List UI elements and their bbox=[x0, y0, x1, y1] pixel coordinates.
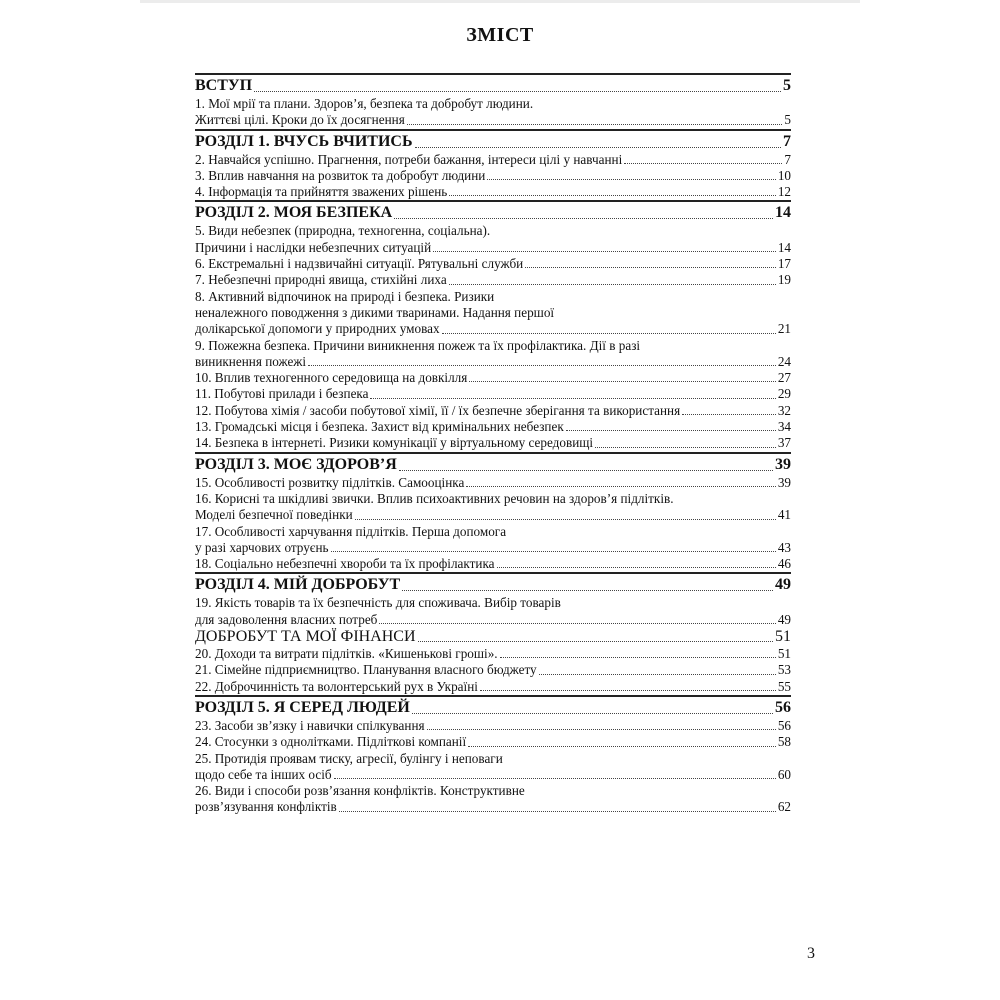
toc-entry-page: 5 bbox=[784, 112, 791, 128]
toc-entry-line[interactable] bbox=[195, 272, 791, 288]
section-heading-title: ВСТУП bbox=[195, 77, 253, 94]
toc-entry-line[interactable] bbox=[195, 184, 791, 200]
toc-entry-line[interactable] bbox=[195, 662, 791, 678]
toc-entry-text: 11. Побутові прилади і безпека bbox=[195, 386, 369, 402]
dot-leader bbox=[497, 567, 776, 568]
section-heading-page: 49 bbox=[775, 576, 791, 594]
section-heading-page: 39 bbox=[775, 455, 791, 473]
toc-entry-line[interactable] bbox=[195, 386, 791, 402]
toc-entry-line[interactable] bbox=[195, 595, 791, 611]
dot-leader bbox=[308, 365, 776, 366]
toc-entry-text: 7. Небезпечні природні явища, стихійні лиха bbox=[195, 272, 447, 288]
toc-section bbox=[195, 695, 791, 816]
toc-entry-line[interactable] bbox=[195, 767, 791, 783]
toc-entry-line[interactable] bbox=[195, 152, 791, 168]
toc-entry-line[interactable] bbox=[195, 751, 791, 767]
toc-entry-text: 17. Особливості харчування підлітків. Перша допомога bbox=[195, 523, 507, 539]
toc-entry-line[interactable] bbox=[195, 112, 791, 128]
dot-leader bbox=[595, 447, 776, 448]
toc-entry-page: 46 bbox=[777, 556, 791, 572]
toc-entry-page: 34 bbox=[777, 419, 791, 435]
toc-section bbox=[195, 129, 791, 201]
dot-leader bbox=[466, 486, 775, 487]
dot-leader bbox=[468, 746, 776, 747]
toc-entry-page: 55 bbox=[777, 678, 791, 694]
toc-entry-page: 39 bbox=[777, 474, 791, 490]
toc-entry-line[interactable] bbox=[195, 289, 791, 305]
toc-entry-text: неналежного поводження з дикими тваринами. Надання першої bbox=[195, 304, 555, 320]
dot-leader bbox=[412, 713, 773, 714]
section-heading-page: 14 bbox=[775, 204, 791, 222]
dot-leader bbox=[449, 284, 776, 285]
toc-entry-page: 43 bbox=[777, 539, 791, 555]
toc-entry-text: 1. Мої мрії та плани. Здоров’я, безпека та добробут людини. bbox=[195, 96, 534, 111]
dot-leader bbox=[566, 430, 776, 431]
toc-entry-line[interactable] bbox=[195, 403, 791, 419]
toc-entry-text: ДОБРОБУТ ТА МОЇ ФІНАНСИ bbox=[195, 628, 416, 646]
dot-leader bbox=[500, 657, 776, 658]
toc-entry-line[interactable] bbox=[195, 612, 791, 628]
toc-entry-line[interactable] bbox=[195, 435, 791, 451]
dot-leader bbox=[469, 381, 775, 382]
toc-entry-line[interactable] bbox=[195, 370, 791, 386]
toc-entry-text: 26. Види і способи розв’язання конфліктів. Конструктивне bbox=[195, 783, 525, 799]
toc-entry-line[interactable] bbox=[195, 168, 791, 184]
dot-leader bbox=[254, 91, 781, 92]
toc-entry-page: 17 bbox=[777, 256, 791, 272]
toc-entry-line[interactable] bbox=[195, 475, 791, 491]
toc-entry-text: 4. Інформація та прийняття зважених рішень bbox=[195, 184, 448, 200]
toc-entry-page: 51 bbox=[777, 646, 791, 662]
section-heading[interactable] bbox=[195, 698, 791, 718]
dot-leader bbox=[624, 163, 782, 164]
dot-leader bbox=[427, 729, 776, 730]
page-title: ЗМІСТ bbox=[466, 24, 534, 46]
toc-entry-line[interactable] bbox=[195, 338, 791, 354]
dot-leader bbox=[379, 623, 775, 624]
toc-entry-page: 37 bbox=[777, 435, 791, 451]
toc-entry-page: 62 bbox=[777, 799, 791, 815]
toc-entry-line[interactable] bbox=[195, 646, 791, 662]
toc-entry-text: 25. Протидія проявам тиску, агресії, булінгу і неповаги bbox=[195, 750, 503, 766]
toc-entry-text: 24. Стосунки з однолітками. Підліткові компанії bbox=[195, 734, 467, 750]
dot-leader bbox=[415, 147, 781, 148]
table-of-contents bbox=[195, 73, 791, 816]
dot-leader bbox=[433, 251, 776, 252]
toc-section bbox=[195, 200, 791, 451]
toc-entry-line[interactable] bbox=[195, 321, 791, 337]
toc-entry-line[interactable] bbox=[195, 734, 791, 750]
dot-leader bbox=[394, 218, 773, 219]
toc-entry-line[interactable] bbox=[195, 419, 791, 435]
dot-leader bbox=[418, 641, 773, 642]
dot-leader bbox=[487, 179, 775, 180]
toc-entry-line[interactable] bbox=[195, 556, 791, 572]
section-heading[interactable] bbox=[195, 76, 791, 96]
toc-entry-page: 24 bbox=[777, 353, 791, 369]
toc-entry-page: 41 bbox=[777, 507, 791, 523]
page-top-edge bbox=[140, 0, 860, 3]
dot-leader bbox=[682, 414, 776, 415]
page-number: 3 bbox=[807, 945, 815, 962]
dot-leader bbox=[370, 398, 775, 399]
toc-subheading[interactable] bbox=[195, 628, 791, 646]
toc-entry-line[interactable] bbox=[195, 783, 791, 799]
section-heading[interactable] bbox=[195, 203, 791, 223]
section-heading[interactable] bbox=[195, 132, 791, 152]
section-heading-title: РОЗДІЛ 1. ВЧУСЬ ВЧИТИСЬ bbox=[195, 132, 413, 150]
toc-entry-line[interactable] bbox=[195, 524, 791, 540]
toc-entry-page: 7 bbox=[784, 151, 791, 167]
dot-leader bbox=[339, 811, 776, 812]
dot-leader bbox=[334, 778, 776, 779]
toc-entry-line[interactable] bbox=[195, 256, 791, 272]
toc-entry-page: 53 bbox=[777, 662, 791, 678]
toc-section bbox=[195, 452, 791, 573]
toc-entry-page: 27 bbox=[777, 370, 791, 386]
toc-entry-line[interactable] bbox=[195, 540, 791, 556]
toc-section bbox=[195, 572, 791, 694]
toc-section bbox=[195, 73, 791, 129]
toc-entry-line[interactable] bbox=[195, 240, 791, 256]
toc-entry-text: 2. Навчайся успішно. Прагнення, потреби бажання, інтереси цілі у навчанні bbox=[195, 151, 623, 167]
toc-entry-line[interactable] bbox=[195, 718, 791, 734]
section-heading-page: 5 bbox=[783, 77, 791, 94]
toc-entry-page: 56 bbox=[777, 717, 791, 733]
toc-entry-text: Моделі безпечної поведінки bbox=[195, 507, 353, 523]
toc-entry-page: 58 bbox=[777, 734, 791, 750]
toc-entry-text: 8. Активний відпочинок на природі і безпека. Ризики bbox=[195, 288, 495, 304]
toc-entry-text: 20. Доходи та витрати підлітків. «Кишенькові гроші». bbox=[195, 646, 498, 662]
toc-entry-page: 60 bbox=[777, 766, 791, 782]
toc-entry-text: розв’язування конфліктів bbox=[195, 799, 337, 815]
toc-entry-text: 3. Вплив навчання на розвиток та добробут людини bbox=[195, 167, 486, 183]
toc-entry-line[interactable] bbox=[195, 305, 791, 321]
toc-entry-line[interactable] bbox=[195, 491, 791, 507]
dot-leader bbox=[402, 590, 773, 591]
toc-entry-text: 15. Особливості розвитку підлітків. Самооцінка bbox=[195, 474, 465, 490]
toc-entry-page: 14 bbox=[777, 239, 791, 255]
dot-leader bbox=[331, 551, 776, 552]
toc-entry-text: виникнення пожежі bbox=[195, 353, 307, 369]
dot-leader bbox=[449, 195, 776, 196]
toc-entry-page: 21 bbox=[777, 321, 791, 337]
toc-entry-text: 13. Громадські місця і безпека. Захист від кримінальних небезпек bbox=[195, 419, 564, 435]
toc-entry-text: 5. Види небезпек (природна, техногенна, соціальна). bbox=[195, 223, 491, 239]
toc-entry-line[interactable] bbox=[195, 679, 791, 695]
toc-entry-text: 21. Сімейне підприємництво. Планування власного бюджету bbox=[195, 662, 537, 678]
section-heading-title: РОЗДІЛ 3. МОЄ ЗДОРОВ’Я bbox=[195, 455, 397, 473]
toc-entry-text: 22. Доброчинність та волонтерський рух в Україні bbox=[195, 678, 478, 694]
toc-entry-text: Причини і наслідки небезпечних ситуацій bbox=[195, 239, 432, 255]
section-heading-title: РОЗДІЛ 2. МОЯ БЕЗПЕКА bbox=[195, 204, 393, 222]
toc-entry-page: 29 bbox=[777, 386, 791, 402]
toc-entry-line[interactable] bbox=[195, 223, 791, 239]
toc-entry-text: 18. Соціально небезпечні хвороби та їх профілактика bbox=[195, 556, 495, 572]
dot-leader bbox=[399, 470, 773, 471]
toc-entry-text: Життєві цілі. Кроки до їх досягнення bbox=[195, 112, 405, 128]
toc-entry-text: щодо себе та інших осіб bbox=[195, 766, 332, 782]
toc-entry-page: 49 bbox=[777, 611, 791, 627]
toc-entry-page: 10 bbox=[777, 167, 791, 183]
toc-entry-text: долікарської допомоги у природних умовах bbox=[195, 321, 440, 337]
section-heading-page: 7 bbox=[783, 132, 791, 150]
toc-entry-text: 19. Якість товарів та їх безпечність для споживача. Вибір товарів bbox=[195, 595, 561, 611]
toc-entry-text: 6. Екстремальні і надзвичайні ситуації. Рятувальні служби bbox=[195, 256, 524, 272]
toc-entry-page: 51 bbox=[775, 628, 791, 646]
toc-entry-page: 12 bbox=[777, 184, 791, 200]
toc-entry-page: 19 bbox=[777, 272, 791, 288]
dot-leader bbox=[480, 690, 776, 691]
toc-entry-text: 9. Пожежна безпека. Причини виникнення пожеж та їх профілактика. Дії в разі bbox=[195, 337, 641, 353]
section-heading[interactable] bbox=[195, 575, 791, 595]
toc-entry-text: 16. Корисні та шкідливі звички. Вплив психоактивних речовин на здоров’я підлітків. bbox=[195, 490, 674, 506]
toc-entry-line[interactable] bbox=[195, 507, 791, 523]
section-heading-title: РОЗДІЛ 4. МІЙ ДОБРОБУТ bbox=[195, 576, 401, 594]
toc-entry-text: у разі харчових отруєнь bbox=[195, 539, 329, 555]
dot-leader bbox=[539, 674, 776, 675]
section-heading-page: 56 bbox=[775, 698, 791, 716]
section-heading[interactable] bbox=[195, 455, 791, 475]
toc-entry-line[interactable] bbox=[195, 96, 791, 112]
toc-entry-text: 12. Побутова хімія / засоби побутової хімії, її / їх безпечне зберігання та використання bbox=[195, 402, 681, 418]
dot-leader bbox=[355, 519, 776, 520]
dot-leader bbox=[442, 333, 776, 334]
dot-leader bbox=[407, 124, 783, 125]
section-heading-title: РОЗДІЛ 5. Я СЕРЕД ЛЮДЕЙ bbox=[195, 698, 410, 716]
toc-entry-text: 10. Вплив техногенного середовища на довкілля bbox=[195, 370, 468, 386]
dot-leader bbox=[525, 267, 776, 268]
toc-entry-page: 32 bbox=[777, 402, 791, 418]
toc-entry-text: 23. Засоби зв’язку і навички спілкування bbox=[195, 717, 425, 733]
toc-entry-text: 14. Безпека в інтернеті. Ризики комунікації у віртуальному середовищі bbox=[195, 435, 594, 451]
toc-entry-text: для задоволення власних потреб bbox=[195, 611, 378, 627]
toc-entry-line[interactable] bbox=[195, 354, 791, 370]
toc-entry-line[interactable] bbox=[195, 799, 791, 815]
